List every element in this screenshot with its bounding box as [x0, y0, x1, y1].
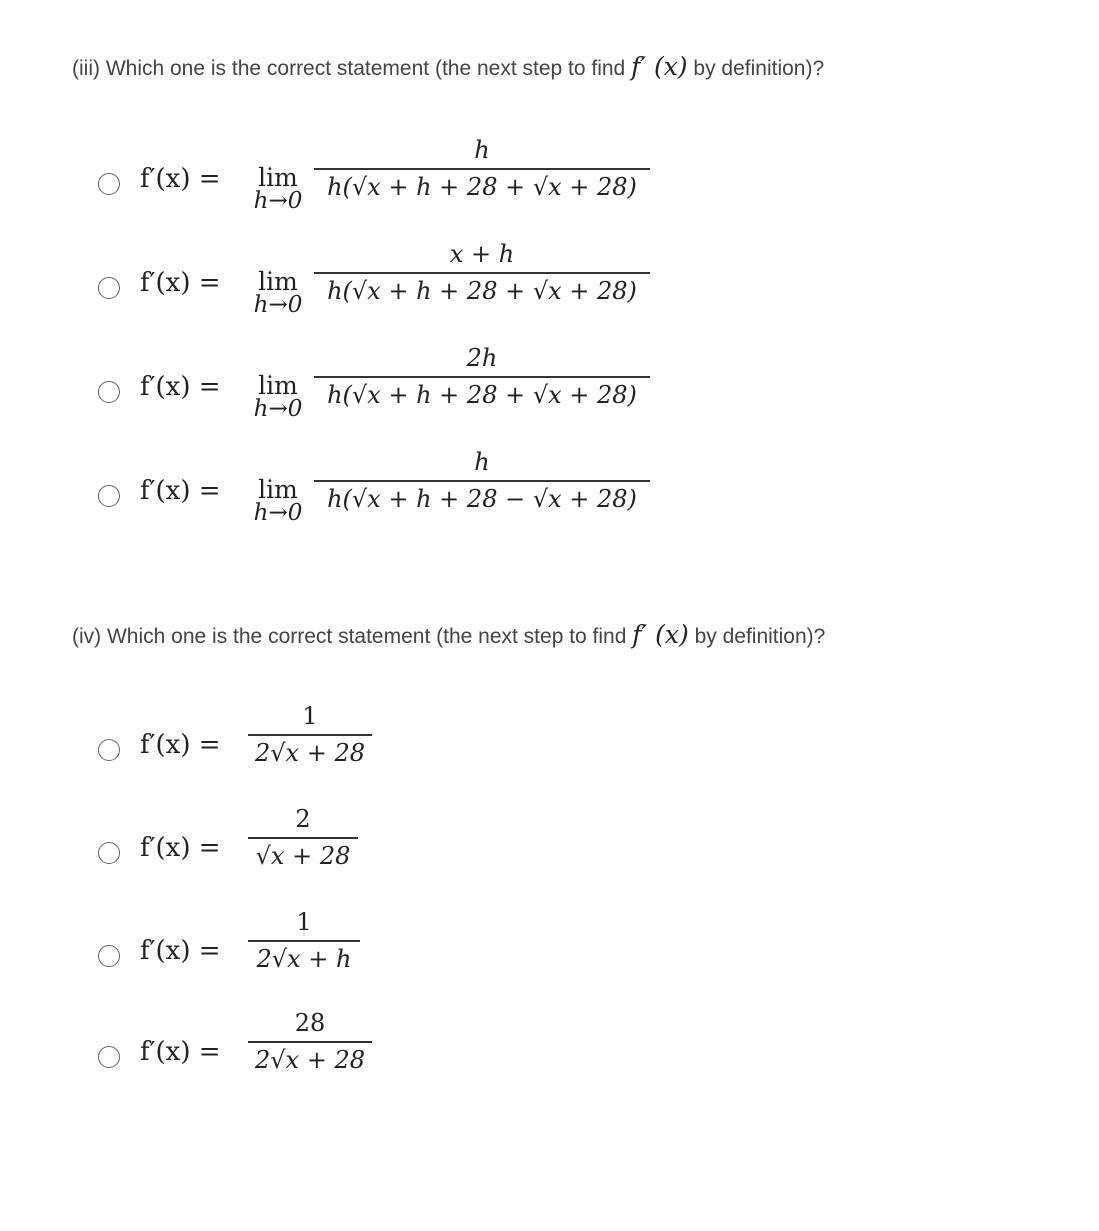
q4-option-1[interactable] [98, 702, 798, 809]
option-lhs: f′(x) = [140, 1037, 221, 1067]
radio-button[interactable] [98, 173, 120, 195]
question-4-prefix: (iv) Which one is the correct statement (the next step to find [72, 625, 633, 648]
fraction [314, 136, 650, 201]
q4-option-2[interactable] [98, 805, 798, 912]
fraction [248, 805, 358, 870]
option-lhs: f′(x) = [140, 268, 221, 298]
q3-option-2[interactable] [98, 240, 798, 347]
option-lhs: f′(x) = [140, 372, 221, 402]
denominator: h(√x + h + 28 + √x + 28) [327, 276, 637, 305]
question-3-prefix: (iii) Which one is the correct statement (the next step to find [72, 57, 632, 80]
numerator: 1 [296, 908, 312, 936]
fraction-bar [314, 272, 650, 274]
option-lhs: f′(x) = [140, 476, 221, 506]
q3-option-4[interactable] [98, 448, 798, 555]
limit-subscript: h→0 [253, 292, 303, 318]
numerator: 28 [294, 1009, 326, 1037]
numerator: h [474, 448, 490, 476]
denominator: √x + 28 [255, 841, 351, 870]
fraction-bar [314, 168, 650, 170]
fraction [248, 702, 372, 767]
numerator: 2h [466, 344, 498, 372]
question-3-suffix: by definition)? [687, 57, 825, 80]
fraction-bar [248, 837, 358, 839]
question-3-prompt [72, 52, 824, 81]
numerator: h [474, 136, 490, 164]
q3-option-3[interactable] [98, 344, 798, 451]
fraction [314, 448, 650, 513]
question-4-prompt [72, 620, 825, 649]
fraction-bar [248, 1041, 372, 1043]
question-4-suffix: by definition)? [688, 625, 826, 648]
denominator: h(√x + h + 28 + √x + 28) [327, 380, 637, 409]
fraction [314, 344, 650, 409]
limit-operator: lim h→0 [246, 270, 310, 317]
numerator: x + h [449, 240, 515, 268]
radio-button[interactable] [98, 842, 120, 864]
limit-operator: lim h→0 [246, 478, 310, 525]
fraction [248, 1009, 372, 1074]
denominator: 2√x + 28 [254, 738, 365, 767]
fraction-bar [314, 480, 650, 482]
numerator: 1 [302, 702, 318, 730]
limit-subscript: h→0 [253, 396, 303, 422]
option-lhs: f′(x) = [140, 833, 221, 863]
fraction [248, 908, 360, 973]
limit-operator: lim h→0 [246, 166, 310, 213]
q3-option-1[interactable] [98, 136, 798, 243]
denominator: 2√x + h [256, 944, 352, 973]
fraction-bar [248, 734, 372, 736]
q4-option-4[interactable] [98, 1009, 798, 1116]
option-lhs: f′(x) = [140, 936, 221, 966]
radio-button[interactable] [98, 485, 120, 507]
denominator: 2√x + 28 [254, 1045, 365, 1074]
radio-button[interactable] [98, 277, 120, 299]
limit-subscript: h→0 [253, 500, 303, 526]
denominator: h(√x + h + 28 + √x + 28) [327, 172, 637, 201]
fraction [314, 240, 650, 305]
fraction-bar [314, 376, 650, 378]
denominator: h(√x + h + 28 − √x + 28) [327, 484, 637, 513]
question-4-math: f′ (x) [632, 620, 689, 649]
fraction-bar [248, 940, 360, 942]
option-lhs: f′(x) = [140, 730, 221, 760]
radio-button[interactable] [98, 739, 120, 761]
question-3-math: f′ (x) [631, 52, 688, 81]
radio-button[interactable] [98, 381, 120, 403]
option-lhs: f′(x) = [140, 164, 221, 194]
limit-subscript: h→0 [253, 188, 303, 214]
radio-button[interactable] [98, 945, 120, 967]
numerator: 2 [295, 805, 311, 833]
limit-operator: lim h→0 [246, 374, 310, 421]
q4-option-3[interactable] [98, 908, 798, 1015]
radio-button[interactable] [98, 1046, 120, 1068]
